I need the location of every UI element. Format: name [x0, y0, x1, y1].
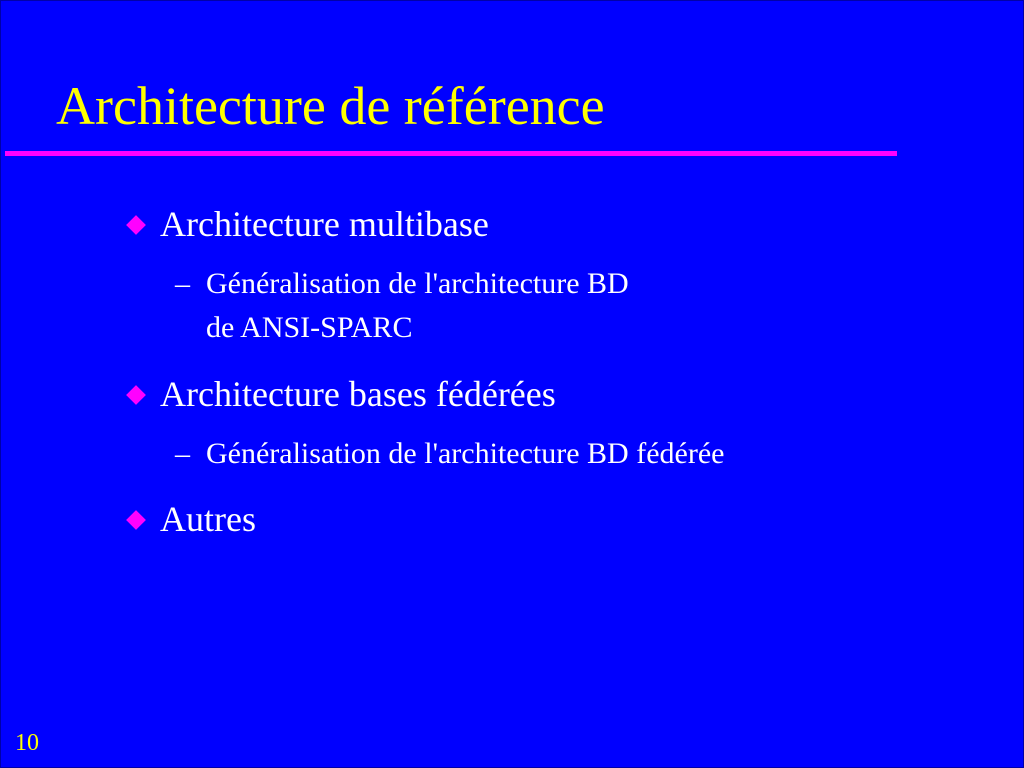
sub-item-line2: de ANSI-SPARC: [206, 311, 413, 344]
diamond-bullet-icon: [126, 510, 146, 530]
sub-item-line1: Généralisation de l'architecture BD fédérée: [206, 437, 725, 470]
diamond-bullet-icon: [126, 215, 146, 235]
bullet-label: Architecture multibase: [160, 204, 489, 244]
slide-title: Architecture de référence: [56, 76, 605, 136]
diamond-bullet-icon: [126, 385, 146, 405]
bullet-label: Architecture bases fédérées: [160, 374, 556, 414]
dash-marker: –: [175, 437, 190, 470]
title-underline: [5, 151, 897, 156]
sub-item-line1: Généralisation de l'architecture BD: [206, 267, 629, 300]
page-number: 10: [15, 730, 39, 756]
bullet-label: Autres: [160, 499, 256, 539]
dash-marker: –: [175, 267, 190, 300]
